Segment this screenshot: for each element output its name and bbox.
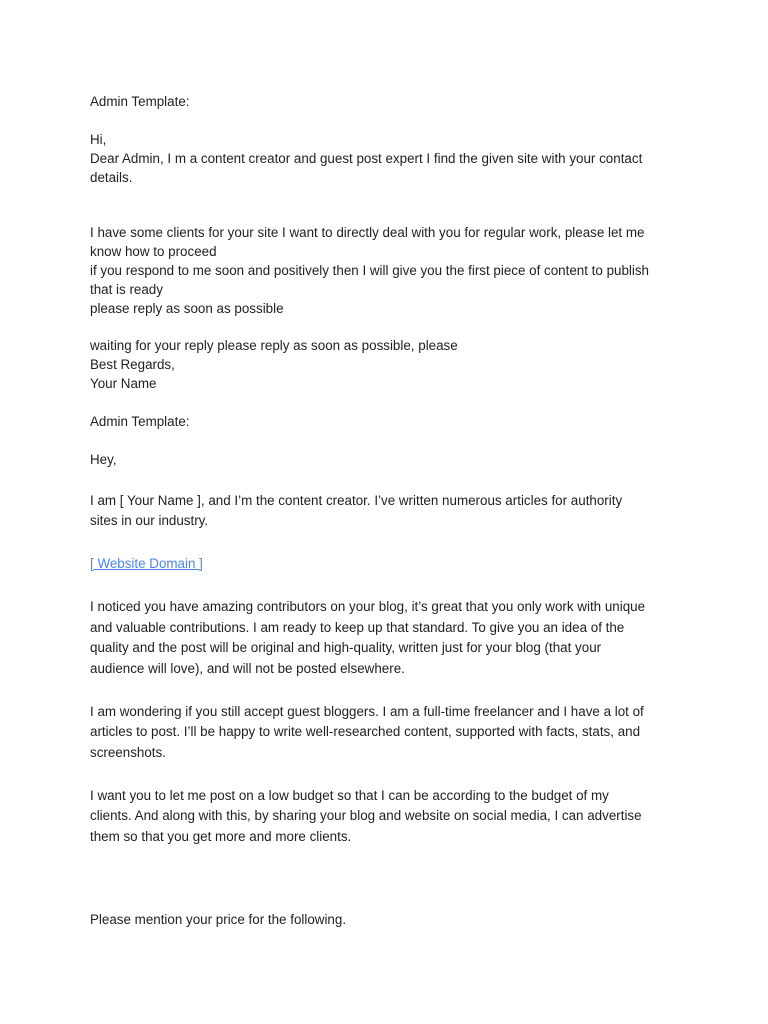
- template1-intro-line-1: Dear Admin, I m a content creator and guest post expert I find the given site with your contact: [90, 151, 643, 166]
- template2-para1-line-4: audience will love), and will not be posted elsewhere.: [90, 661, 405, 676]
- template1-body-line-3: if you respond to me soon and positively then I will give you the first piece of content to publish: [90, 263, 650, 278]
- template2-intro-line-2: sites in our industry.: [90, 513, 209, 528]
- template1-closing-line-1: waiting for your reply please reply as soon as possible, please: [90, 338, 458, 353]
- template1-intro-line-2: details.: [90, 170, 133, 185]
- template1-greeting: Hi,: [90, 132, 107, 147]
- template2-para2-line-1: I am wondering if you still accept guest bloggers. I am a full-time freelancer and I have a lot of: [90, 704, 644, 719]
- website-domain-link[interactable]: [ Website Domain ]: [90, 556, 203, 571]
- template1-body-line-4: that is ready: [90, 282, 163, 297]
- template1-body-line-1: I have some clients for your site I want to directly deal with you for regular work, please let me: [90, 225, 645, 240]
- template2-para1-line-3: quality and the post will be original and high-quality, written just for your blog (that your: [90, 640, 602, 655]
- template2-para2-line-3: screenshots.: [90, 745, 166, 760]
- template1-heading: Admin Template:: [90, 94, 190, 109]
- template2-para1-line-1: I noticed you have amazing contributors on your blog, it’s great that you only work with unique: [90, 599, 646, 614]
- template1-signature: Your Name: [90, 376, 157, 391]
- template2-para1-line-2: and valuable contributions. I am ready to keep up that standard. To give you an idea of the: [90, 620, 625, 635]
- template2-para3-line-2: clients. And along with this, by sharing your blog and website on social media, I can advertise: [90, 808, 642, 823]
- template2-greeting: Hey,: [90, 452, 117, 467]
- template2-intro-line-1: I am [ Your Name ], and I’m the content creator. I’ve written numerous articles for authority: [90, 493, 623, 508]
- template1-body-line-2: know how to proceed: [90, 244, 217, 259]
- template2-para3-line-3: them so that you get more and more clients.: [90, 829, 352, 844]
- template2-heading: Admin Template:: [90, 414, 190, 429]
- template1-body-line-5: please reply as soon as possible: [90, 301, 284, 316]
- template2-final-line: Please mention your price for the following.: [90, 912, 347, 927]
- template1-sign-off: Best Regards,: [90, 357, 175, 372]
- template2-para2-line-2: articles to post. I’ll be happy to write well-researched content, supported with facts, stats, and: [90, 724, 641, 739]
- template2-para3-line-1: I want you to let me post on a low budget so that I can be according to the budget of my: [90, 788, 609, 803]
